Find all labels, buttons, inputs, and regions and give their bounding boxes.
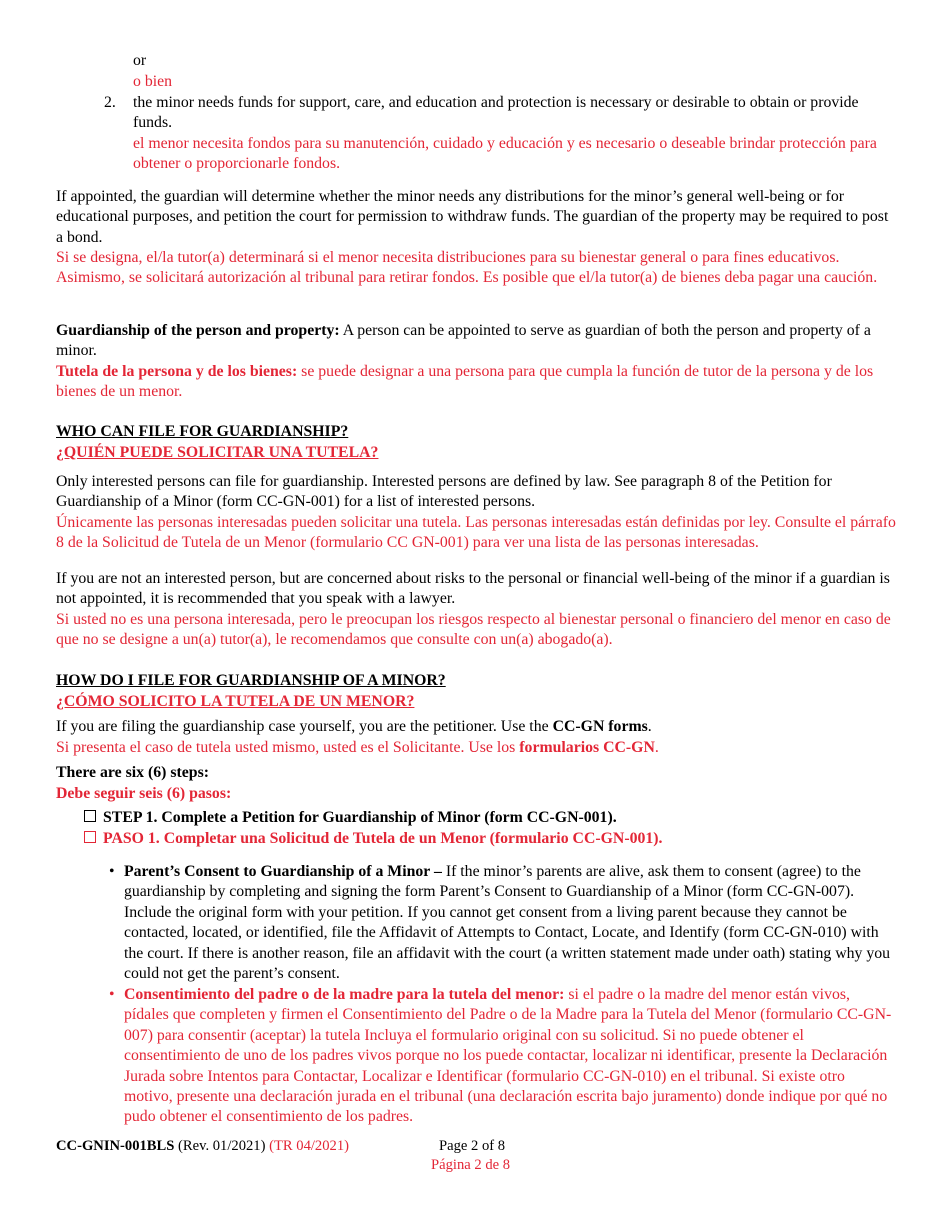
consent-bullet-es-label: Consentimiento del padre o de la madre para la tutela del menor:: [124, 986, 565, 1003]
person-property-es-label: Tutela de la persona y de los bienes:: [56, 363, 298, 380]
checkbox-icon[interactable]: [84, 810, 96, 822]
consent-bullet-en: [124, 862, 894, 984]
footer-revision: (Rev. 01/2021): [178, 1138, 266, 1154]
how-paragraph-es-period: .: [654, 739, 659, 756]
consent-bullet-es-text: si el padre o la madre del menor están vivos, pídales que completen y firmen el Consentimiento del Padre o de la Madre para la Tutela del Menor (formulario CC-GN-007) para consentir (aceptar) la tutela Incluya el formulario original con su solicitud. Si no puede obtener el consentimiento de uno de los padres vivos porque no los puede contactar, localizar ni identificar, presente la Declaración Jurada sobre Intentos para Contactar, Localizar e Identificar (formulario CC-GN-010) en el tribunal. Si existe otro motivo, presente una declaración jurada en el tribunal (una declaración escrita bajo juramento) donde indique por qué no pudo obtener el consentimiento de los padres.: [124, 986, 892, 1126]
person-property-en-label: Guardianship of the person and property:: [56, 322, 340, 339]
footer-page-es: Página 2 de 8: [431, 1157, 511, 1173]
steps-count-en: There are six (6) steps:: [56, 764, 209, 781]
person-property-en-text: A person can be appointed to serve as guardian of both the person and property of a minor.: [56, 322, 871, 360]
footer-page-en: Page 2 of 8: [439, 1138, 506, 1154]
footer-translation-date: (TR 04/2021): [269, 1138, 349, 1154]
how-paragraph-es: [56, 738, 916, 758]
bullet-icon: •: [109, 986, 115, 1003]
checkbox-icon[interactable]: [84, 831, 96, 843]
how-paragraph-en-period: .: [647, 718, 652, 735]
steps-count-es: Debe seguir seis (6) pasos:: [56, 785, 232, 802]
who-paragraph-2-es: Si usted no es una persona interesada, pero le preocupan los riesgos respecto al bienestar personal o financiero del menor en caso de que no se designe a un(a) tutor(a), le recomendamos que consulte con un(a) abogado(a).: [56, 611, 891, 649]
cc-gn-forms-link: CC-GN forms: [552, 718, 648, 735]
list-number: 2.: [104, 94, 116, 111]
appointed-paragraph-es: Si se designa, el/la tutor(a) determinará si el menor necesita distribuciones para su bienestar general o para fines educativos. Asimismo, se solicitará autorización al tribunal para retirar fondos. Es posible que el/la tutor(a) de bienes deba pagar una caución.: [56, 249, 878, 287]
appointed-paragraph-en: If appointed, the guardian will determine whether the minor needs any distributions for the minor’s general well-being or for educational purposes, and petition the court for permission to withdraw funds. The guardian of the property may be required to post a bond.: [56, 188, 889, 246]
step-1-en-label: STEP 1. Complete a Petition for Guardianship of Minor (form CC-GN-001).: [103, 809, 617, 826]
step-1-en: [84, 808, 617, 828]
list-or-en: or: [133, 52, 147, 69]
who-paragraph-1-es: Únicamente las personas interesadas pueden solicitar una tutela. Las personas interesadas están definidas por ley. Consulte el párrafo 8 de la Solicitud de Tutela de un Menor (formulario CC GN-001) para ver una lista de las personas interesadas.: [56, 514, 896, 552]
how-paragraph-es-text: Si presenta el caso de tutela usted mismo, usted es el Solicitante. Use los: [56, 739, 516, 756]
who-heading-en: WHO CAN FILE FOR GUARDIANSHIP?: [56, 423, 349, 440]
bullet-icon: •: [109, 863, 115, 880]
how-heading-en: HOW DO I FILE FOR GUARDIANSHIP OF A MINOR?: [56, 672, 446, 689]
step-1-es: [84, 829, 663, 849]
who-paragraph-2-en: If you are not an interested person, but are concerned about risks to the personal or financial well-being of the minor if a guardian is not appointed, it is recommended that you speak with a lawyer.: [56, 570, 890, 608]
list-item-2-es: el menor necesita fondos para su manutención, cuidado y educación y es necesario o deseable brindar protección para obtener o proporcionarle fondos.: [133, 135, 877, 173]
person-property-es-text: se puede designar a una persona para que cumpla la función de tutor de la persona y de los bienes de un menor.: [56, 363, 874, 401]
person-property-en: [56, 321, 896, 362]
list-item-2-en: the minor needs funds for support, care, and education and protection is necessary or desirable to obtain or provide funds.: [133, 94, 859, 132]
how-paragraph-en: [56, 717, 916, 737]
step-1-es-label: PASO 1. Completar una Solicitud de Tutela de un Menor (formulario CC-GN-001).: [103, 830, 663, 847]
consent-bullet-es: [124, 985, 894, 1128]
list-or-es: o bien: [133, 73, 173, 90]
footer-form-number: CC-GNIN-001BLS: [56, 1138, 175, 1154]
who-paragraph-1-en: Only interested persons can file for guardianship. Interested persons are defined by law. See paragraph 8 of the Petition for Guardianship of a Minor (form CC-GN-001) for a list of interested persons.: [56, 473, 832, 511]
who-heading-es: ¿QUIÉN PUEDE SOLICITAR UNA TUTELA?: [56, 444, 379, 461]
how-paragraph-en-text: If you are filing the guardianship case yourself, you are the petitioner. Use the: [56, 718, 549, 735]
footer-form-id: [56, 1136, 349, 1156]
consent-bullet-en-label: Parent’s Consent to Guardianship of a Minor –: [124, 863, 442, 880]
how-heading-es: ¿CÓMO SOLICITO LA TUTELA DE UN MENOR?: [56, 693, 415, 710]
consent-bullet-en-text: If the minor’s parents are alive, ask them to consent (agree) to the guardianship by completing and signing the form Parent’s Consent to Guardianship of a Minor (form CC-GN-007). Include the original form with your petition. If you cannot get consent from a living parent because they cannot be contacted, located, or identified, file the Affidavit of Attempts to Contact, Locate, and Identify (form CC-GN-010) with the court. If there is another reason, file an affidavit with the court (a written statement made under oath) stating why you could not get the parent’s consent.: [124, 863, 891, 983]
formularios-cc-gn-link: formularios CC-GN: [519, 739, 655, 756]
person-property-es: [56, 362, 896, 403]
